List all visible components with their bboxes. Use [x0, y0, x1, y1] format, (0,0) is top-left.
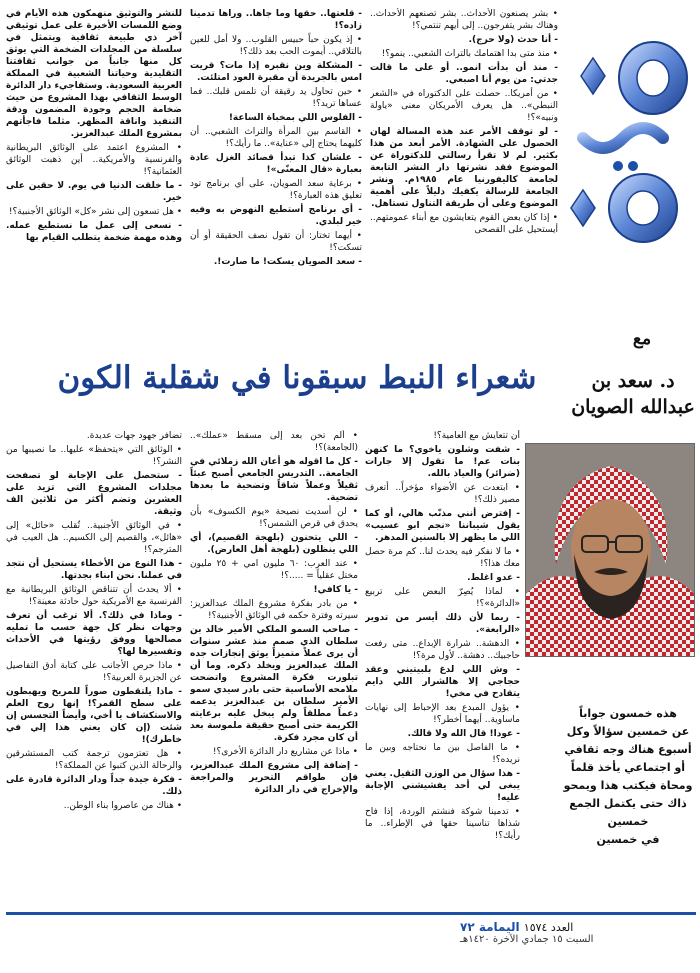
page-footer [460, 920, 696, 966]
column-3 [6, 8, 182, 326]
guest-portrait-image [526, 444, 694, 656]
answer-paragraph: - كل ما اقوله هو أعان الله زملائي في الجامعة.. التدريس الجامعي أصبح عبئاً ثقيلاً وعملاً شاقاً وتضحية ما بعدها تضحية. [190, 457, 358, 503]
answer-paragraph: - أي برنامج أستطيع النهوض به وفيه خير لبلدي. [190, 205, 362, 227]
answer-paragraph: - قلعتها.. حقها وما جاها.. وراها تدمينا زاده؟! [190, 9, 362, 31]
answer-paragraph: - ربما لأن ذلك أيسر من تدوير «الرابعة». [365, 613, 520, 635]
answer-paragraph: - وش اللي لدغ بلبيتيني وعقد حجاجي إلا هالشرار اللي دايم يتقادح في مخي! [365, 665, 520, 699]
answer-paragraph: - يا كافي! [313, 585, 358, 595]
answer-paragraph: - شفت وشلون ياخوي؟ ما كنهن بنات عم! ما تقول إلا جارات (ضرائر) والعياذ بالله. [365, 445, 520, 479]
answer-paragraph: - صاحب السمو الملكي الأمير خالد بن سلطان الذي صمم منذ عشر سنوات أن يرى عملاً متميزاً يوثق إنجازات جده الملك عبدالعزيز ويخلد ذكره. وما أن تبلورت فكرة المشروع واتضحت ملامحه الأساسية حتى بادر سيدي سمو الأمير سلطان بن عبدالعزيز يدعمه دعماً مطلقاً ولم يبخل عليه برعايته الكريمة حتى أصبح حقيقة ملموسة بعد أن كان مجرد فكرة. [190, 625, 358, 743]
guest-name [570, 368, 696, 420]
intro-line: أسبوع هناك وجه ثقافي [564, 743, 692, 756]
question-paragraph: • أيهما تختار: أن تقول نصف الحقيقة أو أن تسكت؟! [190, 231, 362, 253]
column-2 [190, 8, 362, 326]
question-paragraph: أن تتعايش مع العامية؟! [433, 431, 520, 441]
intro-line: عن خمسين سؤالاً وكل [566, 725, 690, 738]
question-paragraph: • لماذا يُصِرّ البعض على تربيع «الدائرة»؟! [365, 587, 520, 609]
question-paragraph: تضافر جهود جهات عديدة. [86, 431, 182, 441]
answer-paragraph: - منذ أن بدأت انمو.. أو على ما قالت جدتي: من يوم أنا اصبعي. [370, 63, 558, 85]
question-paragraph: • يؤول المبدع بعد الإحباط إلى نهايات ماساوية.. أيهما أخطر؟! [365, 703, 520, 725]
question-paragraph: • المشروع اعتمد على الوثائق البريطانية والفرنسية والأمريكية.. أين ذهبت الوثائق العثمانية؟! [6, 143, 182, 177]
answer-paragraph: - المشكلة وين نقبره إذا مات؟ قريت امس بالجريدة أن مقبرة العود امتلئت. [190, 61, 362, 83]
answer-paragraph: - هذا سؤال من الوزن الثقيل. يعني يبغى لي أحد يفشيشني الإجابة عليه! [365, 769, 520, 803]
question-paragraph: • عند العرب: ٦٠ مليون امي + ٢٥ مليون مختل عقلياً = .....؟! [190, 559, 358, 581]
answer-paragraph: - عدو اغلط. [467, 573, 520, 583]
answer-paragraph: - ماذا يلتقطون صوراً للمريخ ويهبطون على سطح القمر؟! إنها روح العلم والاستكشاف يا أخي، وأيضاً التجسس إن شئت (إن كان يعني هذا إلي في خاطرك)! [6, 687, 182, 745]
answer-paragraph: - فكرة جيدة جداً ودار الدائرة قادرة على ذلك. [6, 775, 182, 797]
answer-paragraph: - هذا النوع من الأخطاء يستحيل أن نتجد في عملنا. نحن ابناء بجدتها. [6, 559, 182, 581]
question-paragraph: • هناك من عاصروا بناء الوطن.. [63, 801, 182, 811]
column-logo [563, 28, 693, 246]
answer-paragraph: - عودا! قال الله ولا قالك. [407, 729, 520, 739]
column-5 [190, 430, 358, 910]
question-paragraph: • إذ يكون حباً حبيس القلوب.. ولا أمل للعين بالتلاقي.. أيموت الحب بعد ذلك؟! [190, 35, 362, 57]
issue-number: العدد ١٥٧٤ [523, 921, 574, 934]
question-paragraph: • بشر يصنعون الأحداث.. بشر تصنعهم الأحداث.. وهناك بشر يتفرجون.. إلى أيهم تنتمي؟! [370, 9, 558, 31]
question-paragraph: • القاسم بين المرأة والتراث الشعبي.. أن كليهما يحتاج إلى «عناية».. ما رأيك؟! [190, 127, 362, 149]
answer-paragraph: للنشر والتوثيق منهمكون هذه الأيام في وضع اللمسات الأخيرة على عمل توثيقي آخر ذي طبيعة ثقافية ويتمثل في سلسلة من المجلدات الضخمة التي يوثق كل منها جانباً من جوانب ثقافتنا التقليدية وحياتنا الشعبية في المملكة العربية السعودية. وستقاجيء دار الدائرة الوسط الثقافي بهذا المشروع من حيث ضخامة الحجم وجودة المضمون ودقة التنفيذ واناقة المظهر. مثلما فاجأتهم بمشروع الملك عبدالعزيز. [6, 9, 182, 139]
question-paragraph: • إذا كان بعض القوم يتعايشون مع أبناء عمومتهم.. أيستحيل على القصحى [370, 213, 558, 235]
question-paragraph: • الوثائق التي «يتحفظ» عليها.. ما نصيبها من النشر؟! [6, 445, 182, 467]
question-paragraph: • برعاية سعد الصويان، على أي برنامج تود تعليق هذه العبارة؟! [190, 179, 362, 201]
guest-with-label: مع [632, 329, 652, 349]
column-6 [6, 430, 182, 910]
magazine-name: اليمامة ٧٢ [460, 920, 520, 934]
fifty-in-fifty-logo [563, 28, 693, 246]
question-paragraph: • الدهشة.. شرارة الإبداع.. متى رفعت حاجبيك.. دهشة.. لأول مرة؟! [365, 639, 520, 661]
question-paragraph: • ألا يحدث أن تتناقض الوثائق البريطانية مع الفرنسية مع الأمريكية حول حادثة معينة؟! [6, 585, 182, 607]
column-1 [370, 8, 558, 326]
question-paragraph: • ماذا عن مشاريع دار الدائرة الأخرى؟! [212, 747, 358, 757]
answer-paragraph: - الفلوس اللي بمخباة الساعة! [228, 113, 362, 123]
answer-paragraph: - سعد الصويان يسكت! ما صارت!. [213, 257, 362, 267]
column-4 [365, 430, 520, 910]
issue-date: السبت ١٥ جمادي الآخرة ١٤٢٠هـ [460, 934, 594, 945]
question-paragraph: • ابتعدت عن الأضواء مؤخراً.. أتعرف مصير ذلك؟! [365, 483, 520, 505]
guest-name-line1: د. سعد بن [591, 370, 675, 392]
answer-paragraph: - ما خلقت الدنيا في يوم. لا حقين على خير. [6, 181, 182, 203]
question-paragraph: • ماذا حرص الأجانب على كتابة أدق التفاصيل عن الجزيرة العربية؟! [6, 661, 182, 683]
answer-paragraph: - وماذا في ذلك؟. ألا ترغب أن تعرف وجهات نظر كل جهة حسب ما تمليه مصالحها ووفق رؤيتها في الأحداث وتفسيرها لها؟ [6, 611, 182, 657]
question-paragraph: • من بادر بفكرة مشروع الملك عبدالعزيز: سيرته وفترة حكمه في الوثائق الأجنبية؟! [190, 599, 358, 621]
intro-line: ومحاة فيكتب هذا ويمحو [563, 779, 693, 792]
question-paragraph: • هل تسعون إلى نشر «كل» الوثائق الأجنبية؟! [8, 207, 182, 217]
guest-photo [525, 443, 695, 657]
answer-paragraph: - إفترض أنني مذنّب هالي، أو كما يقول شيباننا «نجم ابو عسيب» اللي ما يظهر إلا بالسنين المدهر. [365, 509, 520, 543]
article-headline: شعراء النبط سبقونا في شقلبة الكون [57, 360, 537, 396]
footer-rule [6, 912, 696, 915]
intro-line: أو اجتماعي يأخذ قلماً [570, 761, 686, 774]
answer-paragraph: - لو توقف الأمر عند هذه المسالة لهان الحصول على الشهادة. الأمر أبعد من هذا بكثير. لم لا تقرأ رسالتي للدكتوراة عن الموضوع فقد نشرتها دار النشر التابعة لجامعة كاليفورنيا عام ١٩٨٥م. ونشر الجامعة للرسالة يكفيك دليلاً على أهمية الموضوع وعلى أن طريقة التناول تستاهل. [370, 127, 558, 209]
question-paragraph: • ما لا نفكر فيه يحدث لنا.. كم مرة حصل معك هذا؟! [365, 547, 520, 569]
answer-paragraph: - ستحصل على الإجابة لو تصفحت مجلدات المشروع التي تزيد على العشرين وتضم أكثر من ثلاثين الف وثيقة. [6, 471, 182, 517]
column-intro [560, 705, 696, 849]
answer-paragraph: - نسعى إلى عمل ما نستطيع عمله. وهذه مهمة ضخمة يتطلب القيام بها [6, 221, 182, 243]
answer-paragraph: - إضافة إلى مشروع الملك عبدالعزيز، فإن طواقم التحرير والمراجعة والإخراج في دار الدائرة [190, 761, 358, 795]
question-paragraph: • ما الفاصل بين ما نحتاجه وبين ما نريده؟! [365, 743, 520, 765]
answer-paragraph: - اللي يتحنون (بلهجة القصيم)، أي اللي ينظلون (بلهجة أهل العارض). [190, 533, 358, 555]
question-paragraph: • في الوثائق الأجنبية.. تُقلب «حائل» إلى «هائل»، والقصيم إلى الكسيم.. هل العيب في المترجم؟! [6, 521, 182, 555]
question-paragraph: • منذ متى بدا اهتمامك بالتراث الشعبي.. ينمو؟! [381, 49, 558, 59]
guest-name-line2: عبدالله الصويان [571, 396, 695, 418]
intro-line: في خمسين [596, 833, 660, 846]
answer-paragraph: - أنا حدث (ولا حرج). [468, 35, 558, 45]
question-paragraph: • هل تعتزمون ترجمة كتب المستشرقين والرحالة الذين كتبوا عن المملكة؟! [6, 749, 182, 771]
question-paragraph: • ألم تحن بعد إلى مسقط «عملك».. (الجامعة)؟! [190, 431, 358, 453]
question-paragraph: • لن أسديت نصيحة «يوم الكسوف» بأن يحدق في قرص الشمس؟! [190, 507, 358, 529]
question-paragraph: • تدمينا شوكة فنشتم الوردة، إذا فاح شذاها تناسينا حقها في الإطراء.. ما رأيك؟! [365, 807, 520, 841]
question-paragraph: • من أمريكا.. حصلت على الدكتوراه في «الشعر النبطي».. هل يعرف الأمريكان معنى «ياولة ونبيه»؟! [370, 89, 558, 123]
question-paragraph: • حين تحاول يد رقيقة أن تلمس قلبك.. فما عساها تريد؟! [190, 87, 362, 109]
intro-line: هذه خمسون جواباً [579, 707, 677, 720]
answer-paragraph: - علشان كذا تبدأ قصائد الغزل عادة بعبارة «قال المعنّى»! [190, 153, 362, 175]
intro-line: خمسين [607, 815, 649, 828]
intro-line: ذاك حتى يكتمل الجمع [569, 797, 687, 810]
